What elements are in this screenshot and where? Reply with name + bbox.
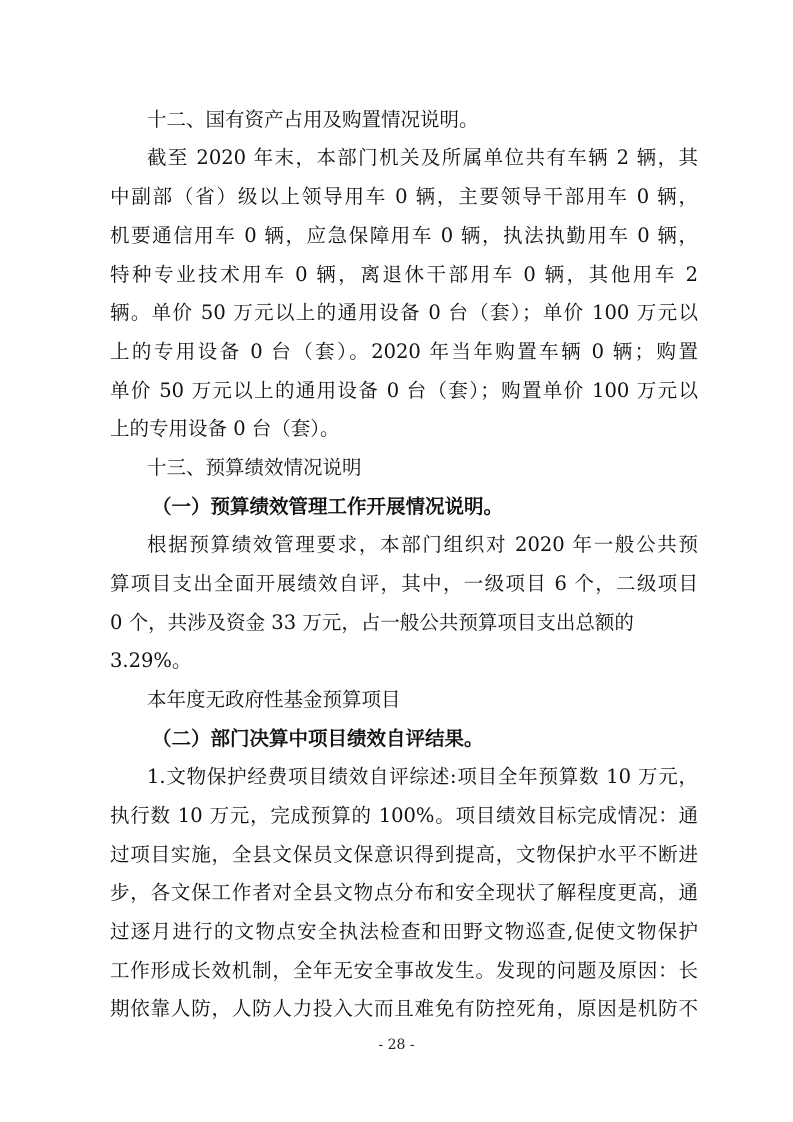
- section-heading-12: 十二、国有资产占用及购置情况说明。: [147, 108, 479, 131]
- page-number: - 28 -: [378, 1037, 415, 1053]
- paragraph-line: 上的专用设备 0 台（套）。: [110, 417, 340, 440]
- paragraph-line: 特种专业技术用车 0 辆，离退休干部用车 0 辆，其他用车 2: [110, 263, 698, 286]
- paragraph-line: 中副部（省）级以上领导用车 0 辆，主要领导干部用车 0 辆，: [110, 185, 698, 208]
- paragraph-line: 截至 2020 年末，本部门机关及所属单位共有车辆 2 辆，其: [147, 146, 698, 169]
- paragraph-line: 工作形成长效机制，全年无安全事故发生。发现的问题及原因：长: [110, 959, 698, 982]
- paragraph-line: 算项目支出全面开展绩效自评，其中，一级项目 6 个，二级项目: [110, 572, 698, 595]
- paragraph-line: 机要通信用车 0 辆，应急保障用车 0 辆，执法执勤用车 0 辆，: [110, 224, 698, 247]
- paragraph-line: 1.文物保护经费项目绩效自评综述:项目全年预算数 10 万元，: [147, 765, 698, 788]
- subsection-heading-2: （二）部门决算中项目绩效自评结果。: [152, 727, 484, 750]
- paragraph-line: 执行数 10 万元，完成预算的 100%。项目绩效目标完成情况：通: [110, 804, 698, 827]
- subsection-heading-1: （一）预算绩效管理工作开展情况说明。: [152, 495, 504, 518]
- paragraph-line: 上的专用设备 0 台（套）。2020 年当年购置车辆 0 辆；购置: [110, 340, 698, 363]
- paragraph-line: 过逐月进行的文物点安全执法检查和田野文物巡查,促使文物保护: [110, 920, 698, 943]
- paragraph-line: 根据预算绩效管理要求，本部门组织对 2020 年一般公共预: [147, 533, 698, 556]
- section-heading-13: 十三、预算绩效情况说明: [147, 456, 362, 479]
- paragraph-line: 3.29%。: [110, 649, 192, 672]
- paragraph-line: 本年度无政府性基金预算项目: [147, 688, 401, 711]
- paragraph-line: 单价 50 万元以上的通用设备 0 台（套）；购置单价 100 万元以: [110, 379, 698, 402]
- paragraph-line: 步，各文保工作者对全县文物点分布和安全现状了解程度更高，通: [110, 881, 698, 904]
- paragraph-line: 过项目实施，全县文保员文保意识得到提高，文物保护水平不断进: [110, 843, 698, 866]
- paragraph-line: 0 个，共涉及资金 33 万元，占一般公共预算项目支出总额的: [110, 611, 634, 634]
- paragraph-line: 期依靠人防，人防人力投入大而且难免有防控死角，原因是机防不: [110, 997, 698, 1020]
- paragraph-line: 辆。单价 50 万元以上的通用设备 0 台（套）；单价 100 万元以: [110, 301, 698, 324]
